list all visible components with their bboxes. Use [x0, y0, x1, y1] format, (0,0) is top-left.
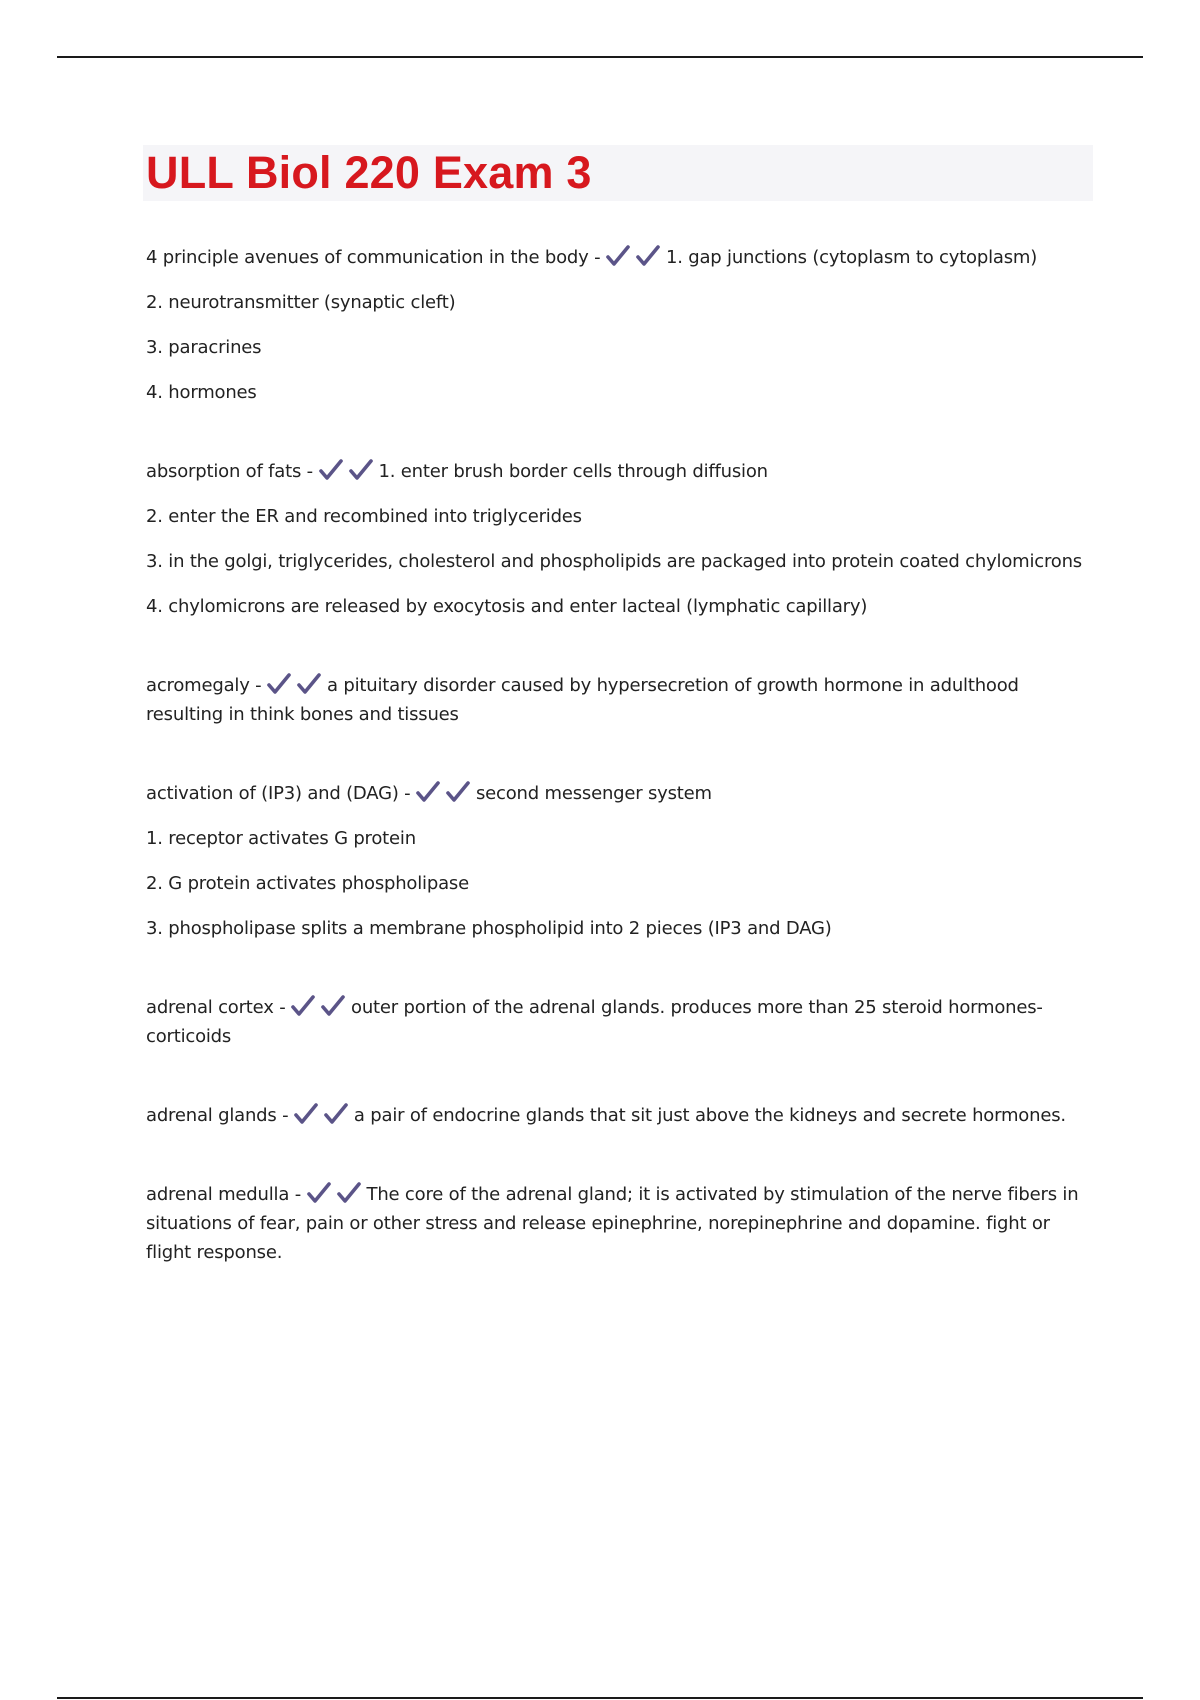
entry-term: adrenal medulla - — [146, 1184, 301, 1205]
checkmark-icon — [321, 995, 345, 1017]
checkmark-icon — [337, 1182, 361, 1204]
entry-list-item: 2. enter the ER and recombined into triglycerides — [146, 506, 582, 527]
entry-list-item: 2. G protein activates phospholipase — [146, 873, 469, 894]
flashcard-entry — [146, 457, 1093, 621]
entry-list-item: 2. neurotransmitter (synaptic cleft) — [146, 292, 456, 313]
entry-definition: second messenger system — [476, 783, 712, 804]
entry-list-item: 1. receptor activates G protein — [146, 828, 416, 849]
document-page — [143, 145, 1093, 1317]
entry-term: adrenal glands - — [146, 1105, 289, 1126]
checkmark-icon — [446, 781, 470, 803]
entry-definition-line — [146, 457, 1093, 486]
checkmark-icon — [294, 1103, 318, 1125]
checkmark-icon — [267, 673, 291, 695]
checkmark-icon — [636, 245, 660, 267]
entry-definition: a pituitary disorder caused by hypersecretion of growth hormone in adulthood resulting in think bones and tissues — [146, 675, 1019, 725]
entry-list-item: 3. phospholipase splits a membrane phospholipid into 2 pieces (IP3 and DAG) — [146, 918, 832, 939]
flashcard-entry — [146, 779, 1093, 943]
entry-term: acromegaly - — [146, 675, 262, 696]
checkmark-icon — [297, 673, 321, 695]
entry-list-item: 3. in the golgi, triglycerides, cholesterol and phospholipids are packaged into protein coated chylomicrons — [146, 551, 1082, 572]
entry-definition-line — [146, 993, 1093, 1051]
flashcard-entry — [146, 243, 1093, 407]
checkmark-icon — [606, 245, 630, 267]
entry-list-item: 3. paracrines — [146, 337, 262, 358]
top-rule — [57, 56, 1143, 58]
flashcard-entry — [146, 671, 1093, 729]
checkmark-icon — [291, 995, 315, 1017]
checkmark-icon — [307, 1182, 331, 1204]
title-bar — [143, 145, 1093, 201]
entry-definition-line — [146, 243, 1093, 272]
entry-definition: The core of the adrenal gland; it is activated by stimulation of the nerve fibers in situations of fear, pain or other stress and release epinephrine, norepinephrine and dopamine. fight or flight response. — [146, 1184, 1079, 1263]
entry-definition: a pair of endocrine glands that sit just above the kidneys and secrete hormones. — [353, 1105, 1066, 1126]
checkmark-icon — [349, 459, 373, 481]
flashcard-list — [143, 243, 1093, 1267]
checkmark-icon — [319, 459, 343, 481]
entry-term: adrenal cortex - — [146, 997, 286, 1018]
entry-definition-line — [146, 1101, 1093, 1130]
entry-definition: outer portion of the adrenal glands. produces more than 25 steroid hormones-corticoids — [146, 997, 1043, 1047]
entry-definition: 1. enter brush border cells through diffusion — [378, 461, 768, 482]
bottom-rule — [57, 1697, 1143, 1699]
entry-definition-line — [146, 671, 1093, 729]
checkmark-icon — [324, 1103, 348, 1125]
entry-definition: 1. gap junctions (cytoplasm to cytoplasm) — [665, 247, 1038, 268]
flashcard-entry — [146, 993, 1093, 1051]
entry-list-item: 4. hormones — [146, 382, 257, 403]
flashcard-entry — [146, 1101, 1093, 1130]
entry-list-item: 4. chylomicrons are released by exocytosis and enter lacteal (lymphatic capillary) — [146, 596, 868, 617]
checkmark-icon — [416, 781, 440, 803]
document-title: ULL Biol 220 Exam 3 — [146, 147, 592, 198]
entry-term: absorption of fats - — [146, 461, 313, 482]
entry-term: 4 principle avenues of communication in the body - — [146, 247, 601, 268]
entry-term: activation of (IP3) and (DAG) - — [146, 783, 411, 804]
flashcard-entry — [146, 1180, 1093, 1267]
entry-definition-line — [146, 779, 1093, 808]
entry-definition-line — [146, 1180, 1093, 1267]
